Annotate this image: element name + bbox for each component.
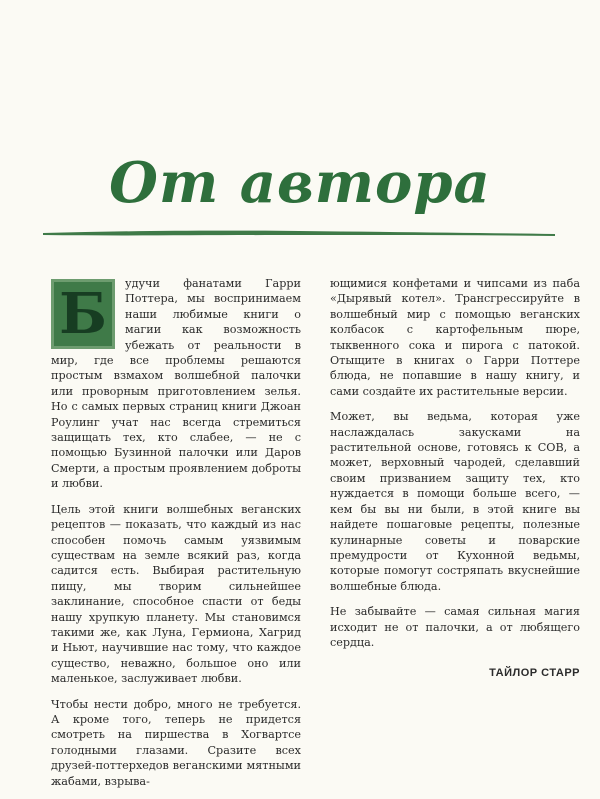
- paragraph-witch: Может, вы ведьма, которая уже наслаждалась закусками на растительной основе, готовясь к СОВ, а может, верховный чародей, сделавший своим призванием защиту тех, кто нуждается в помощи больше всего, — кем бы вы ни были, в этой книге вы найдете пошаговые рецепты, полезные кулинарные советы и поварские премудрости от Кухонной ведьмы, которые помогут состряпать вкуснейшие волшебные блюда.: [330, 410, 580, 593]
- paragraph-purpose: Цель этой книги волшебных веганских рецептов — показать, что каждый из нас способен помочь самым уязвимым существам на земле всякий раз, когда садится есть. Выбирая растительную пищу, мы творим сильнейшее заклинание, способное спасти от беды нашу хрупкую планету. Мы становимся такими же, как Луна, Гермиона, Хагрид и Ньют, научившие нас тому, что каждое существо, неважно, большое оно или маленькое, заслуживает любви.: [51, 502, 301, 686]
- right-column: [330, 276, 580, 682]
- dropcap-letter: Б: [59, 281, 107, 347]
- page-title: От автора: [109, 150, 491, 216]
- intro-paragraph: [51, 276, 301, 492]
- paragraph-kindness: Чтобы нести добро, много не требуется. А кроме того, теперь не придется смотреть на пиршества в Хогвартсе голодными глазами. Сразите всех друзей-поттерхедов веганскими мятными жабами, взрыва-: [51, 697, 301, 788]
- intro-text: удучи фанатами Гарри Поттера, мы воспринимаем наши любимые книги о магии как возможность убежать от реальности в мир, где все проблемы решаются простым взмахом волшебной палочки или проворным приготовлением зелья. Но с самых первых страниц книги Джоан Роулинг учат нас всегда стремиться защищать тех, кто слабее, — не с помощью Бузинной палочки или Даров Смерти, а простым проявлением доброты и любви.: [51, 277, 301, 491]
- left-column: [51, 276, 301, 799]
- dropcap: [51, 279, 115, 349]
- title-underline: [43, 228, 555, 238]
- paragraph-closing: Не забывайте — самая сильная магия исходит не от палочки, а от любящего сердца.: [330, 605, 580, 649]
- paragraph-continuation: ющимися конфетами и чипсами из паба «Дырявый котел». Трансгрессируйте в волшебный мир с помощью веганских колбасок с картофельным пюре, тыквенного сока и пирога с патокой. Отыщите в книгах о Гарри Поттере блюда, не попавшие в нашу книгу, и сами создайте их растительные версии.: [330, 277, 580, 398]
- author-signature: ТАЙЛОР СТАРР: [489, 667, 580, 680]
